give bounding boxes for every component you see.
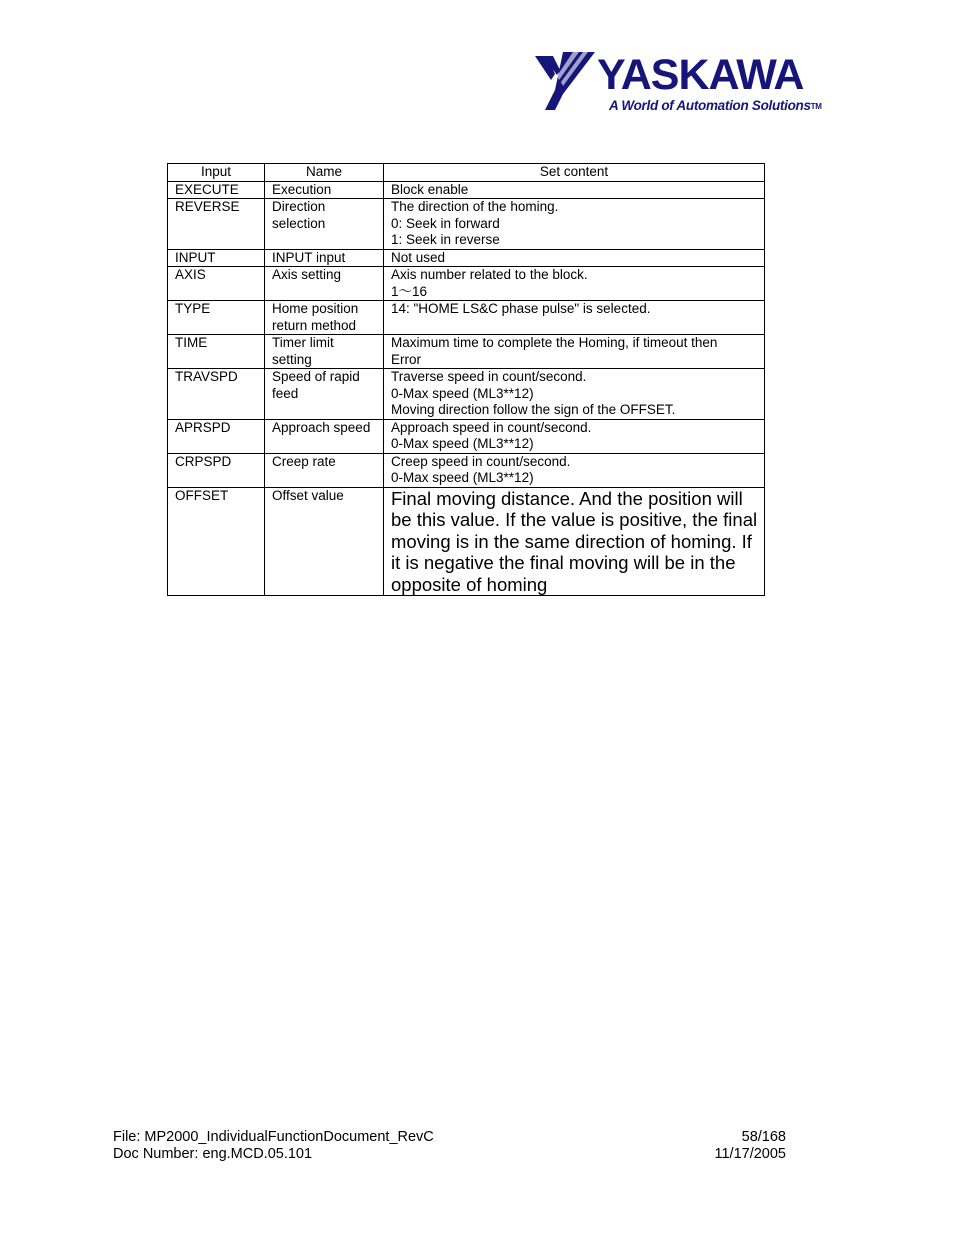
cell-content: Creep speed in count/second. 0-Max speed (ML3**12) xyxy=(384,453,765,487)
footer-page: 58/168 xyxy=(741,1129,786,1145)
cell-input: TRAVSPD xyxy=(168,369,265,420)
cell-name: Offset value xyxy=(265,487,384,596)
cell-input: OFFSET xyxy=(168,487,265,596)
logo-tagline: A World of Automation SolutionsTM xyxy=(609,98,822,113)
cell-content: Not used xyxy=(384,249,765,267)
logo-wordmark: YASKAWA xyxy=(597,51,804,99)
cell-name: INPUT input xyxy=(265,249,384,267)
table-row xyxy=(168,335,765,369)
cell-input: TIME xyxy=(168,335,265,369)
cell-name: Creep rate xyxy=(265,453,384,487)
table-header-row xyxy=(168,164,765,182)
footer-file: File: MP2000_IndividualFunctionDocument_RevC xyxy=(113,1129,434,1145)
cell-name: Home position return method xyxy=(265,301,384,335)
cell-content: Traverse speed in count/second. 0-Max speed (ML3**12) Moving direction follow the sign of the OFFSET. xyxy=(384,369,765,420)
table-row xyxy=(168,453,765,487)
footer-date: 11/17/2005 xyxy=(714,1146,786,1162)
table-row xyxy=(168,267,765,301)
cell-name: Direction selection xyxy=(265,199,384,250)
cell-name: Axis setting xyxy=(265,267,384,301)
cell-input: REVERSE xyxy=(168,199,265,250)
header-set-content: Set content xyxy=(384,164,765,182)
footer-left xyxy=(113,1129,434,1163)
cell-input: EXECUTE xyxy=(168,181,265,199)
cell-content: Final moving distance. And the position will be this value. If the value is positive, the final moving is in the same direction of homing. If it is negative the final moving will be in the opposite of homing xyxy=(384,487,765,596)
cell-content: Maximum time to complete the Homing, if timeout then Error xyxy=(384,335,765,369)
cell-name: Speed of rapid feed xyxy=(265,369,384,420)
cell-content: The direction of the homing. 0: Seek in forward 1: Seek in reverse xyxy=(384,199,765,250)
table-row xyxy=(168,181,765,199)
cell-content: Approach speed in count/second. 0-Max speed (ML3**12) xyxy=(384,419,765,453)
header-input: Input xyxy=(168,164,265,182)
input-parameter-table xyxy=(167,163,765,596)
table-row xyxy=(168,419,765,453)
cell-input: CRPSPD xyxy=(168,453,265,487)
yaskawa-swoosh-icon xyxy=(533,50,599,112)
cell-input: APRSPD xyxy=(168,419,265,453)
table-row xyxy=(168,487,765,596)
table-row xyxy=(168,249,765,267)
cell-input: INPUT xyxy=(168,249,265,267)
cell-content: 14: "HOME LS&C phase pulse" is selected. xyxy=(384,301,765,335)
cell-name: Timer limit setting xyxy=(265,335,384,369)
yaskawa-logo xyxy=(533,50,823,116)
cell-content: Axis number related to the block. 1～16 xyxy=(384,267,765,301)
cell-input: TYPE xyxy=(168,301,265,335)
table-row xyxy=(168,369,765,420)
cell-content: Block enable xyxy=(384,181,765,199)
table-row xyxy=(168,301,765,335)
table-row xyxy=(168,199,765,250)
footer-right xyxy=(690,1129,786,1163)
header-name: Name xyxy=(265,164,384,182)
cell-input: AXIS xyxy=(168,267,265,301)
cell-name: Approach speed xyxy=(265,419,384,453)
footer-doc-number: Doc Number: eng.MCD.05.101 xyxy=(113,1146,313,1162)
cell-name: Execution xyxy=(265,181,384,199)
